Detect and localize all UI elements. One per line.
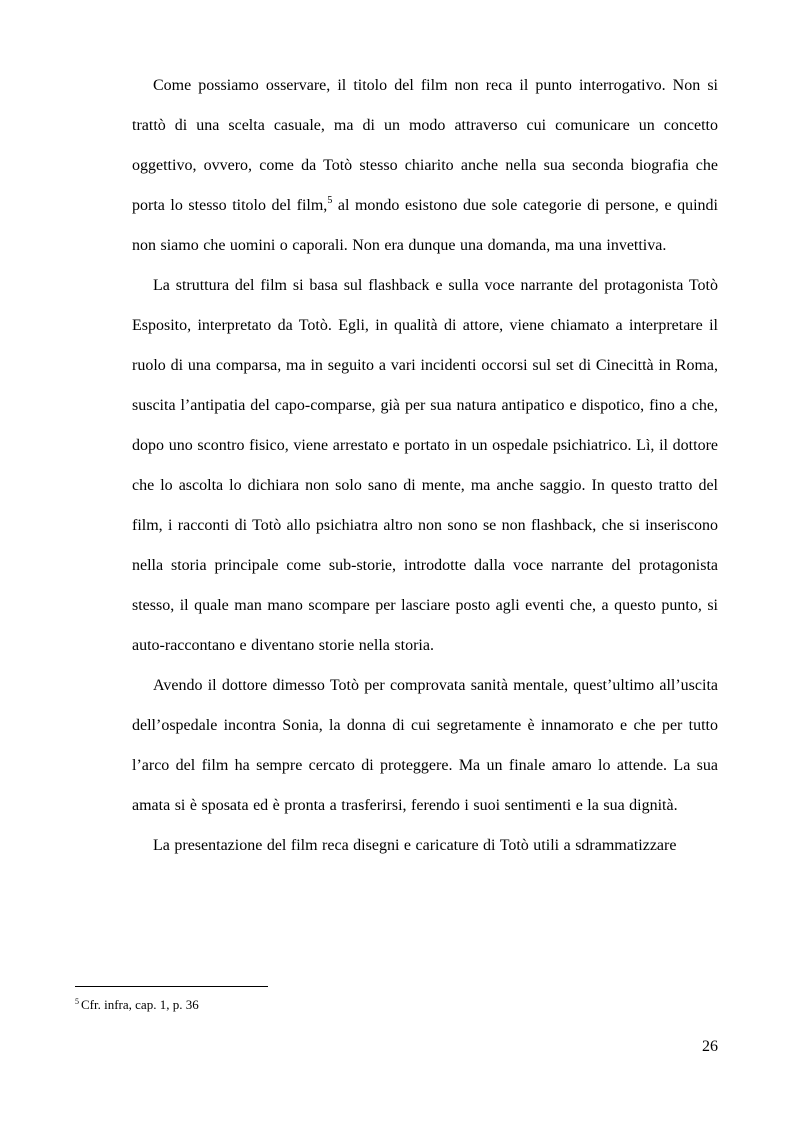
body-text (132, 66, 718, 866)
page-number: 26 (702, 1038, 718, 1055)
paragraph-1 (132, 66, 718, 266)
footnote-reference: 5 (327, 194, 333, 206)
footnote (75, 996, 199, 1014)
footnote-text: Cfr. infra, cap. 1, p. 36 (81, 997, 199, 1012)
footnote-separator (75, 986, 268, 987)
paragraph-4: La presentazione del film reca disegni e caricature di Totò utili a sdrammatizzare (153, 837, 677, 854)
paragraph-3: Avendo il dottore dimesso Totò per comprovata sanità mentale, quest’ultimo all’uscita dell’ospedale incontra Sonia, la donna di cui segretamente è innamorato e che per tutto l’arco del film ha sempre cercato di proteggere. Ma un finale amaro lo attende. La sua amata si è sposata ed è pronta a trasferirsi, ferendo i suoi sentimenti e la sua dignità. (132, 677, 718, 814)
paragraph-1-text-before: Come possiamo osservare, il titolo del film non reca il punto interrogativo. Non si trattò di una scelta casuale, ma di un modo attraverso cui comunicare un concetto oggettivo, ovvero, come da Totò stesso chiarito anche nella sua seconda biografia che porta lo stesso titolo del film, (132, 77, 718, 214)
footnote-number: 5 (75, 996, 79, 1006)
paragraph-1-text-after: al mondo esistono due sole categorie di persone, e quindi non siamo che uomini o caporali. Non era dunque una domanda, ma una invettiva. (132, 197, 718, 254)
paragraph-2: La struttura del film si basa sul flashback e sulla voce narrante del protagonista Totò Esposito, interpretato da Totò. Egli, in qualità di attore, viene chiamato a interpretare il ruolo di una comparsa, ma in seguito a vari incidenti occorsi sul set di Cinecittà in Roma, suscita l’antipatia del capo-comparse, già per sua natura antipatico e dispotico, fino a che, dopo uno scontro fisico, viene arrestato e portato in un ospedale psichiatrico. Lì, il dottore che lo ascolta lo dichiara non solo sano di mente, ma anche saggio. In questo tratto del film, i racconti di Totò allo psichiatra altro non sono se non flashback, che si inseriscono nella storia principale come sub-storie, introdotte dalla voce narrante del protagonista stesso, il quale man mano scompare per lasciare posto agli eventi che, a questo punto, si auto-raccontano e diventano storie nella storia. (132, 277, 718, 654)
